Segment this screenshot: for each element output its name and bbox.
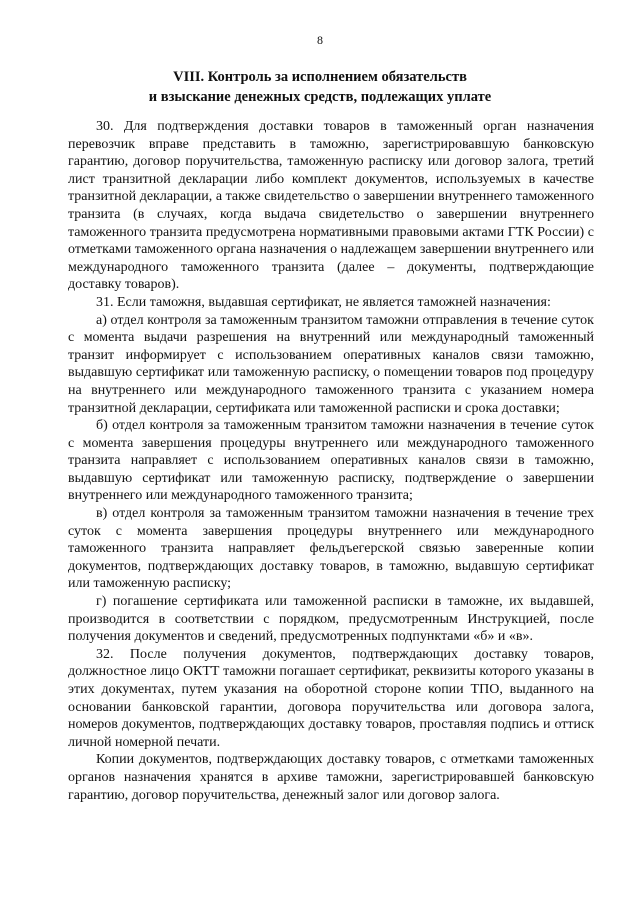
paragraph-32: 32. После получения документов, подтверждающих доставку товаров, должностное лицо ОКТТ таможни погашает сертификат, реквизиты которого указаны в этих документах, путем указания на оборотной стороне копии ТПО, выданного на основании банковской гарантии, договора поручительства или договора залога, номеров документов, подтверждающих доставку товаров, проставляя подпись и оттиск личной номерной печати. <box>68 646 594 750</box>
section-heading-line-2: и взыскание денежных средств, подлежащих уплате <box>148 89 492 105</box>
paragraph-31: 31. Если таможня, выдавшая сертификат, не является таможней назначения: <box>96 294 551 310</box>
paragraph-copies: Копии документов, подтверждающих доставку товаров, с отметками таможенных органов назначения хранятся в архиве таможни, зарегистрировавшей банковскую гарантию, договор поручительства, денежный залог или договор залога. <box>68 752 594 803</box>
paragraph-31-a: а) отдел контроля за таможенным транзитом таможни отправления в течение суток с момента выдачи разрешения на внутренний или международный таможенный транзит информирует с использованием оперативных каналов связи таможню, выдавшую сертификат или таможенную расписку, о помещении товаров под процедуру на внутреннего или международного таможенного транзита с указанием номера транзитной декларации, сертификата или таможенной расписки и срока доставки; <box>68 312 594 416</box>
section-heading <box>60 67 580 107</box>
section-heading-line-1: VIII. Контроль за исполнением обязательств <box>173 69 467 85</box>
paragraph-31-g: г) погашение сертификата или таможенной расписки в таможне, их выдавшей, производится в соответствии с порядком, предусмотренным Инструкцией, после получения документов и сведений, предусмотренных подпунктами «б» и «в». <box>68 594 594 645</box>
document-body <box>68 118 594 804</box>
paragraph-31-v: в) отдел контроля за таможенным транзитом таможни назначения в течение трех суток с момента завершения процедуры внутреннего или международного таможенного транзита направляет фельдъегерской связью заверенные копии документов, подтверждающих доставку товаров, в таможню, выдавшую сертификат или таможенную расписку; <box>68 506 594 592</box>
paragraph-31-b: б) отдел контроля за таможенным транзитом таможни назначения в течение суток с момента завершения процедуры внутреннего или международного таможенного транзита направляет с использованием оперативных каналов связи в таможню, выдавшую сертификат или таможенную расписку, подтверждение о завершении внутреннего или международного таможенного транзита; <box>68 418 594 504</box>
paragraph-30: 30. Для подтверждения доставки товаров в таможенный орган назначения перевозчик вправе представить в таможню, зарегистрировавшую банковскую гарантию, договор поручительства, таможенную расписку или договор залога, третий лист транзитной декларации либо комплект документов, используемых в качестве транзитной декларации, а также свидетельство о завершении внутреннего таможенного транзита (в случаях, когда выдача свидетельство о завершении внутреннего таможенного транзита предусмотрена нормативными правовыми актами ГТК России) с отметками таможенного органа назначения о надлежащем завершении внутреннего или международного таможенного транзита (далее – документы, подтверждающие доставку товаров). <box>68 119 594 293</box>
page-number: 8 <box>317 33 323 47</box>
